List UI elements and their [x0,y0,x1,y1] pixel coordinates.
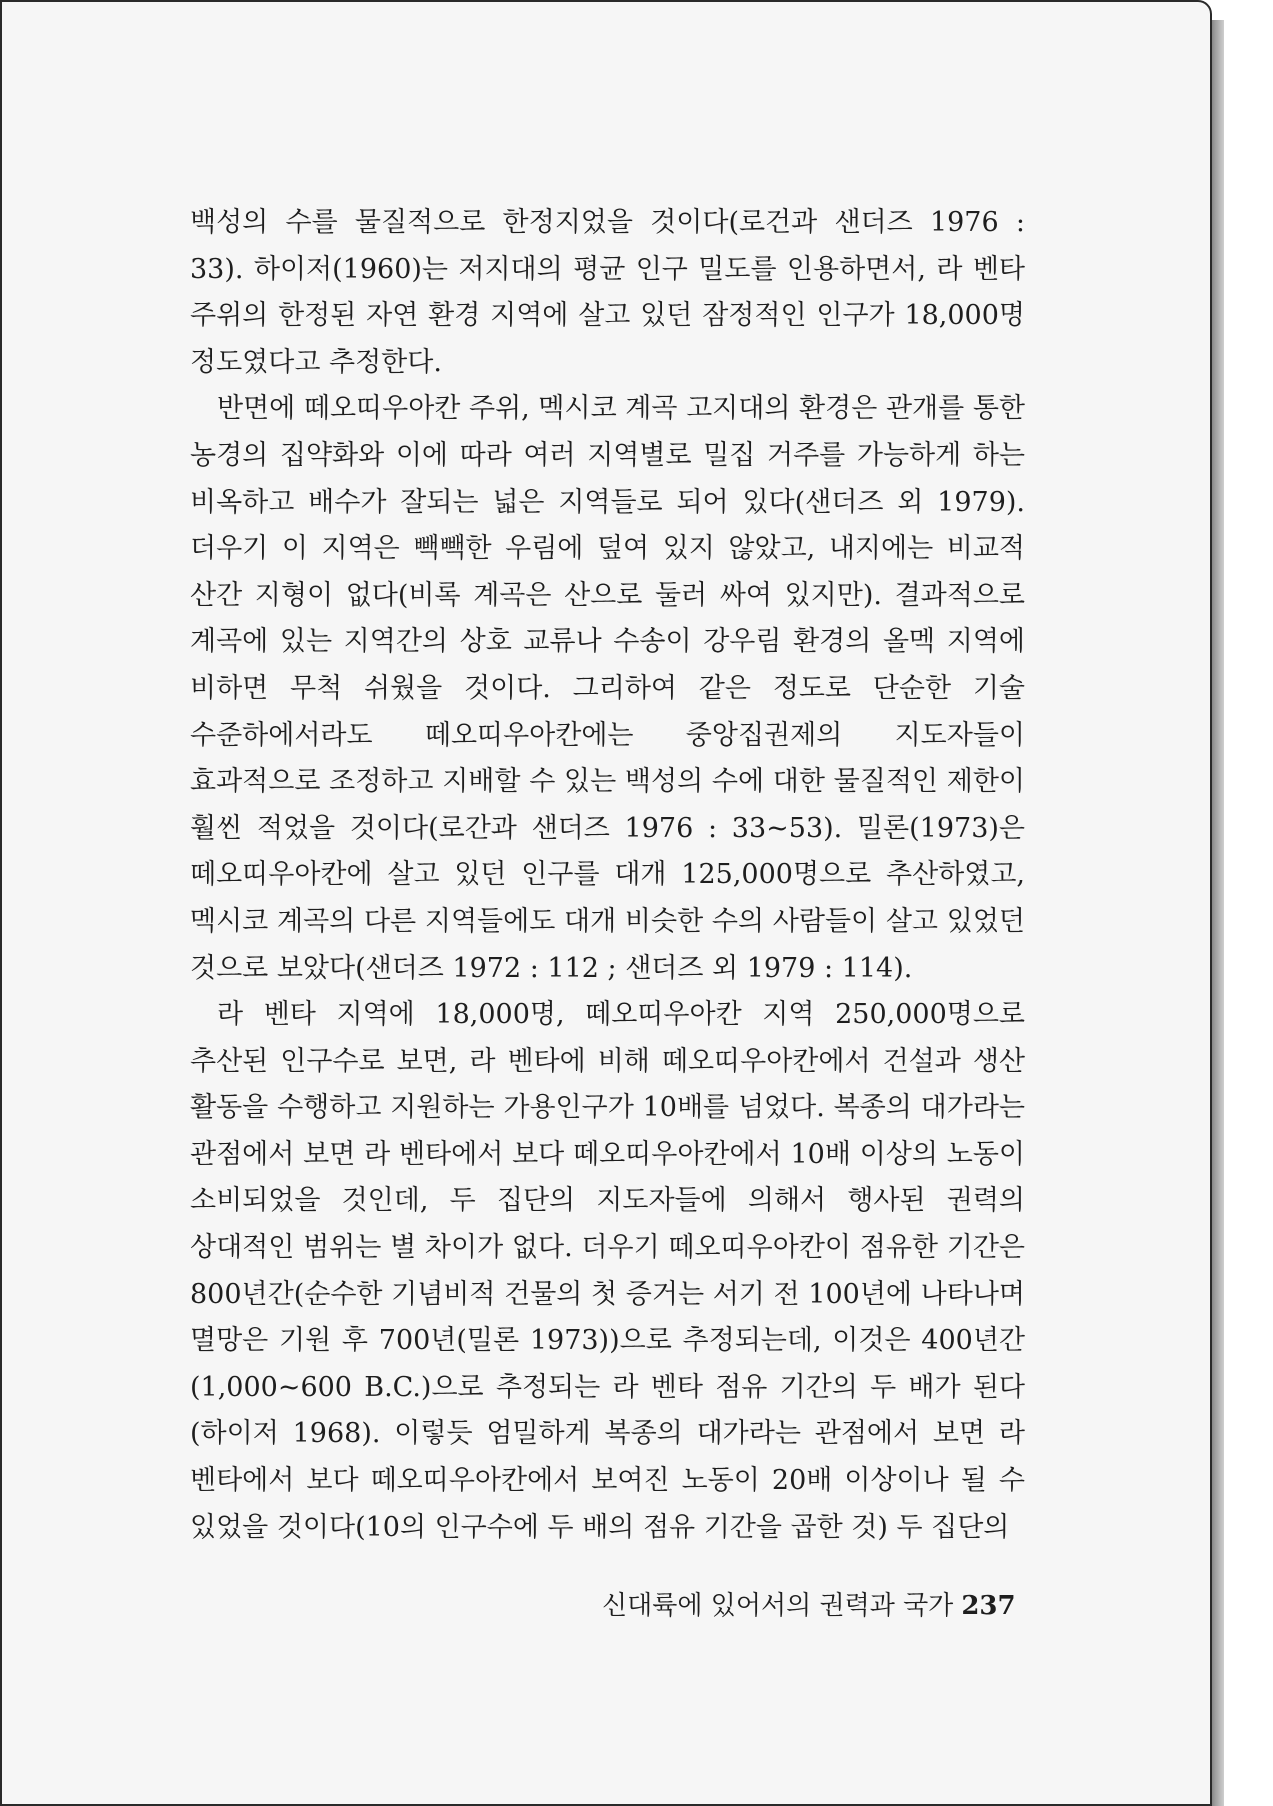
running-title: 신대륙에 있어서의 권력과 국가 [602,1591,954,1621]
page-edge-shadow [1210,20,1224,1806]
page-footer [602,1589,1022,1623]
paragraph-1: 백성의 수를 물질적으로 한정지었을 것이다(로건과 샌더즈 1976 : 33). 하이저(1960)는 저지대의 평균 인구 밀도를 인용하면서, 라 벤타 주위의 한정된 자연 환경 지역에 살고 있던 잠정적인 인구가 18,000명 정도였다고 추정한다. [190,207,1025,378]
paragraph-2: 반면에 떼오띠우아칸 주위, 멕시코 계곡 고지대의 환경은 관개를 통한 농경의 집약화와 이에 따라 여러 지역별로 밀집 거주를 가능하게 하는 비옥하고 배수가 잘되는 넓은 지역들로 되어 있다(샌더즈 외 1979). 더우기 이 지역은 빽빽한 우림에 덮여 있지 않았고, 내지에는 비교적 산간 지형이 없다(비록 계곡은 산으로 둘러 싸여 있지만). 결과적으로 계곡에 있는 지역간의 상호 교류나 수송이 강우림 환경의 올멕 지역에 비하면 무척 쉬웠을 것이다. 그리하여 같은 정도로 단순한 기술 수준하에서라도 떼오띠우아칸에는 중앙집권제의 지도자들이 효과적으로 조정하고 지배할 수 있는 백성의 수에 대한 물질적인 제한이 훨씬 적었을 것이다(로간과 샌더즈 1976 : 33~53). 밀론(1973)은 떼오띠우아칸에 살고 있던 인구를 대개 125,000명으로 추산하였고, 멕시코 계곡의 다른 지역들에도 대개 비슷한 수의 사람들이 살고 있었던 것으로 보았다(샌더즈 1972 : 112 ; 샌더즈 외 1979 : 114). [190,393,1025,984]
paragraph-3: 라 벤타 지역에 18,000명, 떼오띠우아칸 지역 250,000명으로 추산된 인구수로 보면, 라 벤타에 비해 떼오띠우아칸에서 건설과 생산 활동을 수행하고 지원하는 가용인구가 10배를 넘었다. 복종의 대가라는 관점에서 보면 라 벤타에서 보다 떼오띠우아칸에서 10배 이상의 노동이 소비되었을 것인데, 두 집단의 지도자들에 의해서 행사된 권력의 상대적인 범위는 별 차이가 없다. 더우기 떼오띠우아칸이 점유한 기간은 800년간(순수한 기념비적 건물의 첫 증거는 서기 전 100년에 나타나며 멸망은 기원 후 700년(밀론 1973))으로 추정되는데, 이것은 400년간(1,000~600 B.C.)으로 추정되는 라 벤타 점유 기간의 두 배가 된다(하이저 1968). 이렇듯 엄밀하게 복종의 대가라는 관점에서 보면 라 벤타에서 보다 떼오띠우아칸에서 보여진 노동이 20배 이상이나 될 수 있었을 것이다(10의 인구수에 두 배의 점유 기간을 곱한 것) 두 집단의 [190,999,1025,1543]
body-text [190,200,1025,1551]
page-number: 237 [961,1591,1016,1621]
